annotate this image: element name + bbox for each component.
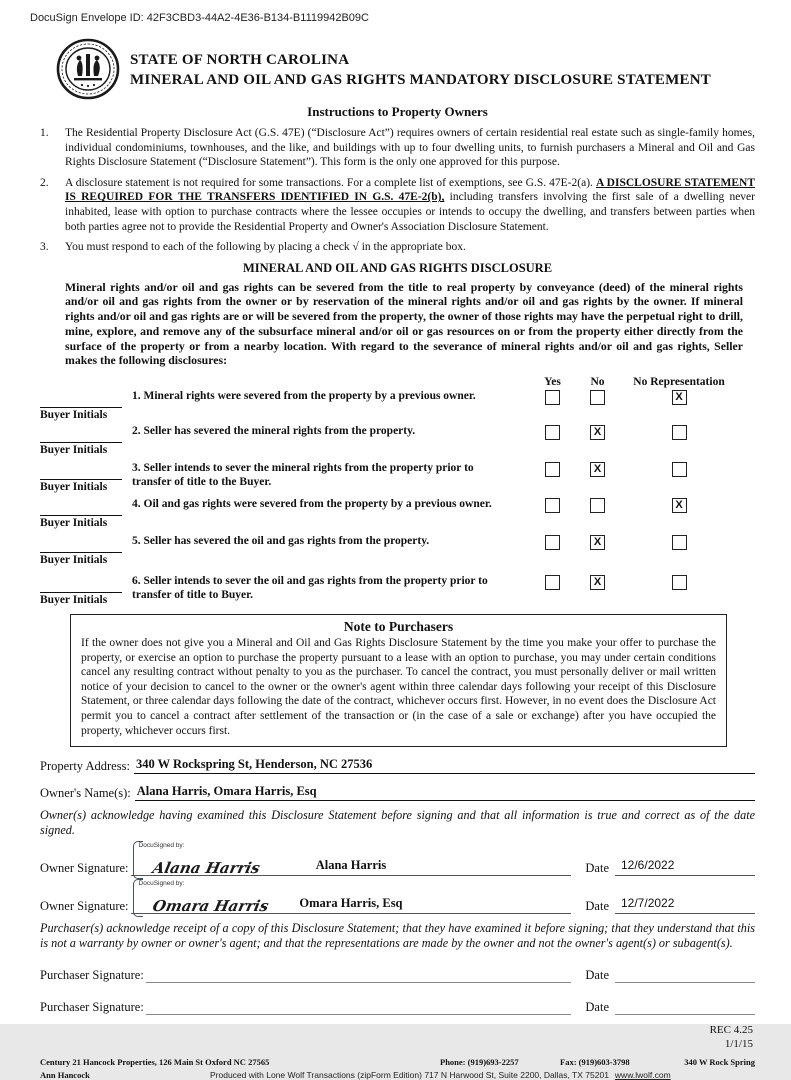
date-label: Date (585, 968, 609, 983)
instructions-heading: Instructions to Property Owners (307, 104, 488, 119)
note-body: If the owner does not give you a Mineral and Oil and Gas Rights Disclosure Statement by the time you make your offer to purchase the property, or exercise an option to purchase the property pursuant to a lease with an option to purchase, you may under certain conditions cancel any resulting contract without penalty to you as the purchaser. To cancel the contract, you must personally deliver or mail written notice of your decision to cancel to the owner or the owner's agent within three calendar days following your receipt of this Disclosure Statement, or three calendar days following the date of the contract, whichever occurs first. However, in no event does the Disclosure Act permit you to cancel a contract after settlement of the transaction or (in the case of a sale or exchange) after you have occupied the property, whichever occurs first. (81, 636, 716, 737)
owners-name-field[interactable] (135, 784, 755, 801)
item-text: You must respond to each of the following by placing a check √ in the appropriate box. (65, 241, 466, 254)
purchaser2-date-field[interactable] (615, 996, 755, 1015)
buyer-initials-label: Buyer Initials (40, 408, 108, 421)
form-revision-block (40, 1023, 755, 1051)
instruction-item-2 (40, 176, 755, 234)
item-number: 2. (40, 176, 49, 189)
checkbox-no-representation[interactable] (672, 575, 687, 590)
form-title: MINERAL AND OIL AND GAS RIGHTS MANDATORY DISCLOSURE STATEMENT (130, 72, 711, 88)
rec-number: REC 4.25 (709, 1024, 753, 1037)
buyer-initials-cell (40, 389, 132, 421)
checkbox-no-representation[interactable] (672, 425, 687, 440)
item2-bold-clause: A DISCLOSURE STATEMENT IS REQUIRED FOR THE TRANSFERS IDENTIFIED IN G.S. 47E-2(b), (65, 176, 756, 204)
statement-text: 2. Seller has severed the mineral rights from the property. (132, 424, 416, 437)
brokerage-office: Century 21 Hancock Properties, 126 Main St Oxford NC 27565 (40, 1057, 270, 1068)
state-title: STATE OF NORTH CAROLINA (130, 52, 350, 68)
date-label: Date (585, 899, 609, 914)
statement-text: 5. Seller has severed the oil and gas rights from the property. (132, 534, 430, 547)
owner-signature-row-1 (40, 842, 755, 878)
checkbox-no[interactable] (590, 498, 605, 513)
purchaser-signature-label: Purchaser Signature: (40, 968, 144, 983)
property-address-row (40, 757, 755, 774)
buyer-initials-cell (40, 574, 132, 606)
owner1-typed-name: Alana Harris (315, 858, 387, 873)
property-address-label: Property Address: (40, 759, 130, 774)
page-footer (40, 1057, 755, 1080)
owner1-script-signature: Alana Harris (150, 859, 262, 878)
owner-signature-field-1[interactable] (131, 842, 572, 878)
purchaser-acknowledgment: Purchaser(s) acknowledge receipt of a copy of this Disclosure Statement; that they have examined it before signing; that they understand that this is not a warranty by owner or owner's agent; and that the representations are made by the owner and not the owner's agent(s) or subagent(s). (40, 921, 755, 951)
item-number: 3. (40, 241, 49, 254)
owner-signature-field-2[interactable] (131, 880, 572, 916)
owner2-date-field[interactable] (615, 893, 755, 914)
checkbox-yes[interactable] (545, 498, 560, 513)
owners-name-row (40, 784, 755, 801)
note-to-purchasers-box (70, 614, 727, 747)
instruction-item-1 (40, 126, 755, 170)
buyer-initials-line[interactable] (40, 471, 122, 480)
item2-post: including transfers involving the first sale of a dwelling never inhabited, lease with option to purchase contracts where the lessee occupies or intends to occupy the dwelling, and transfers between parties when both parties agree not to provide the Residential Property and Owner's Association Disclosure Statement. (65, 191, 755, 233)
item-text: The Residential Property Disclosure Act (G.S. 47E) (“Disclosure Act”) requires owners of certain residential real estate such as single-family homes, individual condominiums, townhouses, and the like, and buildings with up to four dwelling units, to furnish purchasers a Mineral and Oil and Gas Rights Disclosure Statement (“Disclosure Statement”). This form is the only one approved for this purpose. (65, 127, 755, 169)
owner-signature-row-2 (40, 880, 755, 916)
table-row (40, 424, 755, 461)
table-row (40, 389, 755, 424)
produced-with-text: Produced with Lone Wolf Transactions (zipForm Edition) 717 N Harwood St, Suite 2200, Dallas, TX 75201 (210, 1070, 609, 1080)
checkbox-yes[interactable] (545, 425, 560, 440)
note-heading: Note to Purchasers (343, 618, 454, 634)
checkbox-no[interactable]: X (590, 462, 605, 477)
table-header-row (40, 376, 755, 388)
col-header-no-representation: No Representation (633, 375, 725, 388)
buyer-initials-line[interactable] (40, 399, 122, 408)
owner1-date-field[interactable] (615, 855, 755, 876)
nc-commission-seal-icon (56, 38, 120, 100)
office-phone: Phone: (919)693-2257 (440, 1057, 519, 1068)
checkbox-no-representation[interactable]: X (672, 498, 687, 513)
buyer-initials-cell (40, 497, 132, 529)
table-row (40, 461, 755, 497)
date-label: Date (585, 861, 609, 876)
checkbox-yes[interactable] (545, 462, 560, 477)
docusign-stamp-label: DocuSigned by: (138, 880, 185, 888)
statement-text: 1. Mineral rights were severed from the property by a previous owner. (132, 389, 476, 402)
table-row (40, 497, 755, 534)
buyer-initials-label: Buyer Initials (40, 516, 108, 529)
owner1-date-value: 12/6/2022 (621, 858, 675, 873)
checkbox-no[interactable]: X (590, 575, 605, 590)
purchaser-signature-row-1 (40, 964, 755, 983)
checkbox-no-representation[interactable] (672, 535, 687, 550)
buyer-initials-cell (40, 424, 132, 456)
buyer-initials-label: Buyer Initials (40, 443, 108, 456)
owner2-date-value: 12/7/2022 (621, 896, 675, 911)
checkbox-yes[interactable] (545, 535, 560, 550)
disclosure-section-heading: MINERAL AND OIL AND GAS RIGHTS DISCLOSURE (242, 260, 553, 275)
purchaser-signature-row-2 (40, 996, 755, 1015)
checkbox-no-representation[interactable]: X (672, 390, 687, 405)
checkbox-no[interactable] (590, 390, 605, 405)
office-fax: Fax: (919)603-3798 (560, 1057, 630, 1068)
revision-date: 1/1/15 (724, 1038, 753, 1051)
purchaser-signature-field-1[interactable] (146, 964, 572, 983)
checkbox-no[interactable]: X (590, 425, 605, 440)
instruction-item-3 (40, 240, 755, 255)
buyer-initials-label: Buyer Initials (40, 480, 108, 493)
purchaser1-date-field[interactable] (615, 964, 755, 983)
purchaser-signature-field-2[interactable] (146, 996, 572, 1015)
owners-name-value: Alana Harris, Omara Harris, Esq (136, 784, 317, 799)
property-address-field[interactable] (134, 757, 755, 774)
date-label: Date (585, 1000, 609, 1015)
item-text (65, 176, 755, 234)
owner2-script-signature: Omara Harris (150, 897, 270, 916)
col-header-yes: Yes (544, 375, 561, 388)
item-number: 1. (40, 127, 49, 139)
disclosure-intro: Mineral rights and/or oil and gas rights can be severed from the title to real property by conveyance (deed) of the mineral rights and/or oil and gas rights from the owner or by reservation of the mineral rights and/or oil and gas rights by the owner. If mineral rights and/or oil and gas rights are or will be severed from the property, the owner of those rights may have the perpetual right to drill, mine, explore, and remove any of the subsurface mineral and/or oil or gas resources on or from the property either directly from the surface of the property or from a nearby location. With regard to the severance of mineral rights and/or oil and gas rights, Seller makes the following disclosures: (65, 279, 743, 368)
item2-pre: A disclosure statement is not required for some transactions. For a complete list of exemptions, see G.S. 47E-2(a). (65, 176, 596, 189)
buyer-initials-line[interactable] (40, 584, 122, 593)
checkbox-no[interactable]: X (590, 535, 605, 550)
checkbox-yes[interactable] (545, 390, 560, 405)
table-row (40, 534, 755, 574)
agent-name: Ann Hancock (40, 1070, 90, 1080)
buyer-initials-label: Buyer Initials (40, 593, 108, 606)
buyer-initials-cell (40, 534, 132, 566)
owner2-typed-name: Omara Harris, Esq (299, 896, 403, 911)
buyer-initials-cell (40, 461, 132, 493)
statement-text: 3. Seller intends to sever the mineral rights from the property prior to transfer of title to the Buyer. (132, 461, 474, 489)
checkbox-no-representation[interactable] (672, 462, 687, 477)
lwolf-link[interactable]: www.lwolf.com (614, 1070, 671, 1080)
owner-signature-label: Owner Signature: (40, 899, 129, 914)
purchaser-signature-label: Purchaser Signature: (40, 1000, 144, 1015)
disclosure-table (40, 376, 755, 606)
buyer-initials-label: Buyer Initials (40, 553, 108, 566)
form-header (56, 38, 755, 100)
property-address-value: 340 W Rockspring St, Henderson, NC 27536 (135, 757, 373, 772)
docusign-stamp-label: DocuSigned by: (138, 842, 185, 850)
owners-name-label: Owner's Name(s): (40, 786, 131, 801)
owner-acknowledgment: Owner(s) acknowledge having examined this Disclosure Statement before signing and that all information is true and correct as of the date signed. (40, 808, 755, 838)
col-header-no: No (590, 375, 605, 388)
buyer-initials-line[interactable] (40, 434, 122, 443)
buyer-initials-line[interactable] (40, 507, 122, 516)
statement-text: 6. Seller intends to sever the oil and gas rights from the property prior to transfer of title to Buyer. (132, 574, 488, 602)
document-short-name: 340 W Rock Spring (684, 1057, 755, 1068)
statement-text: 4. Oil and gas rights were severed from the property by a previous owner. (132, 497, 492, 510)
table-row (40, 574, 755, 606)
docusign-envelope-id: DocuSign Envelope ID: 42F3CBD3-44A2-4E36-B134-B1119942B09C (30, 12, 369, 24)
buyer-initials-line[interactable] (40, 544, 122, 553)
checkbox-yes[interactable] (545, 575, 560, 590)
owner-signature-label: Owner Signature: (40, 861, 129, 876)
